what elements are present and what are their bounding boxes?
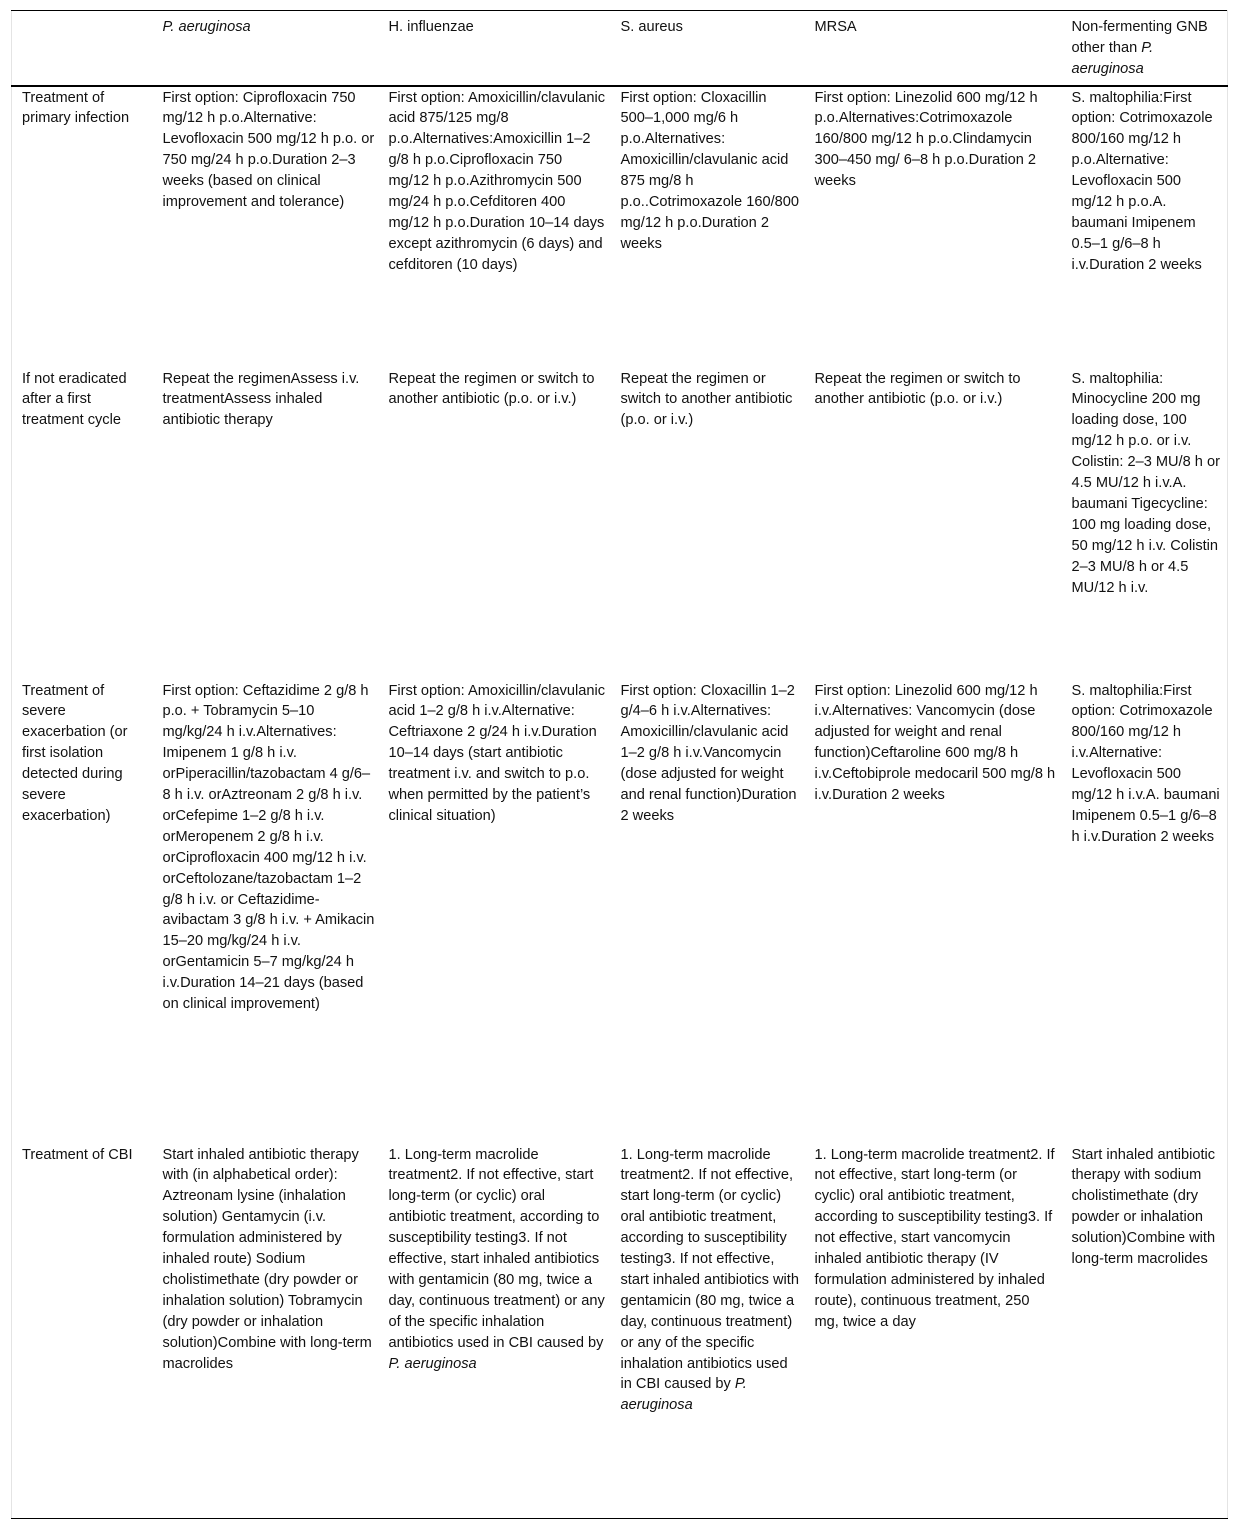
header-row-label [12, 11, 153, 86]
cell-s-aureus: First option: Cloxacillin 500–1,000 mg/6 h p.o.Alternatives: Amoxicillin/clavulanic acid 875 mg/8 h p.o..Cotrimoxazole 160/800 mg/12 h p.o.Duration 2 weeks [620, 89, 799, 252]
header-p-aeruginosa: P. aeruginosa [153, 11, 379, 86]
cell-s-aureus: First option: Cloxacillin 1–2 g/4–6 h i.v.Alternatives: Amoxicillin/clavulanic acid 1–2 g/8 h i.v.Vancomycin (dose adjusted for weight and renal function)Duration 2 weeks [620, 682, 797, 824]
row-label: Treatment of CBI [22, 1146, 133, 1163]
header-s-aureus: S. aureus [611, 11, 805, 86]
row-label: If not eradicated after a first treatment cycle [22, 370, 127, 429]
cell-p-aeruginosa: Start inhaled antibiotic therapy with (in alphabetical order): Aztreonam lysine (inhalation solution) Gentamycin (i.v. formulation administered by inhaled route) Sodium cholistimethate (dry powder or inhalation solution) Tobramycin (dry powder or inhalation solution)Combine with long-term macrolides [162, 1146, 372, 1372]
header-row [12, 11, 1228, 86]
cell-h-influenzae-italic: P. aeruginosa [388, 1355, 477, 1372]
table-row [12, 86, 1228, 368]
header-mrsa: MRSA [805, 11, 1062, 86]
header-gnb-italic: P. aeruginosa [1071, 39, 1154, 77]
cell-s-aureus-italic: P. aeruginosa [620, 1376, 747, 1414]
table-body [12, 86, 1228, 1519]
cell-non-fermenting-gnb: S. maltophilia:First option: Cotrimoxazole 800/160 mg/12 h p.o.Alternative: Levofloxacin 500 mg/12 h p.o.A. baumani Imipenem 0.5–1 g/6–8 h i.v.Duration 2 weeks [1071, 89, 1213, 273]
cell-h-influenzae: First option: Amoxicillin/clavulanic acid 1–2 g/8 h i.v.Alternative: Ceftriaxone 2 g/24 h i.v.Duration 10–14 days (start antibiotic treatment i.v. and switch to p.o. when permitted by the patient’s clinical situation) [388, 682, 606, 824]
cell-mrsa: First option: Linezolid 600 mg/12 h p.o.Alternatives:Cotrimoxazole 160/800 mg/12 h p.o.Clindamycin 300–450 mg/ 6–8 h p.o.Duration 2 weeks [814, 89, 1038, 190]
header-h-influenzae: H. influenzae [379, 11, 611, 86]
cell-h-influenzae: First option: Amoxicillin/clavulanic acid 875/125 mg/8 p.o.Alternatives:Amoxicillin 1–2 g/8 h p.o.Ciprofloxacin 750 mg/12 h p.o.Azithromycin 500 mg/24 h p.o.Cefditoren 400 mg/12 h p.o.Duration 10–14 days except azithromycin (6 days) and cefditoren (10 days) [388, 89, 606, 273]
cell-non-fermenting-gnb: Start inhaled antibiotic therapy with sodium cholistimethate (dry powder or inhalation solution)Combine with long-term macrolides [1071, 1146, 1216, 1268]
cell-mrsa: 1. Long-term macrolide treatment2. If not effective, start long-term (or cyclic) oral antibiotic treatment, according to susceptibility testing3. If not effective, start vancomycin inhaled antibiotic therapy (IV formulation administered by inhaled route), continuous treatment, 250 mg, twice a day [814, 1146, 1055, 1330]
table-row [12, 1144, 1228, 1519]
row-label: Treatment of primary infection [22, 89, 130, 127]
table-row [12, 368, 1228, 680]
cell-mrsa: First option: Linezolid 600 mg/12 h i.v.Alternatives: Vancomycin (dose adjusted for weight and renal function)Ceftaroline 600 mg/8 h i.v.Ceftobiprole medocaril 500 mg/8 h i.v.Duration 2 weeks [814, 682, 1056, 804]
cell-p-aeruginosa: First option: Ceftazidime 2 g/8 h p.o. + Tobramycin 5–10 mg/kg/24 h i.v.Alternatives: Imipenem 1 g/8 h i.v. orPiperacillin/tazobactam 4 g/6–8 h i.v. orAztreonam 2 g/8 h i.v. orCefepime 1–2 g/8 h i.v. orMeropenem 2 g/8 h i.v. orCiprofloxacin 400 mg/12 h i.v. orCeftolozane/tazobactam 1–2 g/8 h i.v. or Ceftazidime-avibactam 3 g/8 h i.v. + Amikacin 15–20 mg/kg/24 h i.v. orGentamicin 5–7 mg/kg/24 h i.v.Duration 14–21 days (based on clinical improvement) [162, 682, 375, 1013]
cell-p-aeruginosa: First option: Ciprofloxacin 750 mg/12 h p.o.Alternative: Levofloxacin 500 mg/12 h p.o. or 750 mg/24 h p.o.Duration 2–3 weeks (based on clinical improvement and tolerance) [162, 89, 375, 211]
cell-h-influenzae [379, 1144, 611, 1519]
cell-non-fermenting-gnb: S. maltophilia: Minocycline 200 mg loading dose, 100 mg/12 h p.o. or i.v. Colistin: 2–3 MU/8 h or 4.5 MU/12 h i.v.A. baumani Tigecycline: 100 mg loading dose, 50 mg/12 h i.v. Colistin 2–3 MU/8 h or 4.5 MU/12 h i.v. [1071, 370, 1220, 596]
cell-s-aureus: Repeat the regimen or switch to another antibiotic (p.o. or i.v.) [620, 370, 793, 429]
cell-h-influenzae: Repeat the regimen or switch to another antibiotic (p.o. or i.v.) [388, 370, 595, 408]
treatment-table [11, 10, 1228, 1519]
header-gnb-text: Non-fermenting GNB other than [1071, 19, 1208, 56]
cell-non-fermenting-gnb: S. maltophilia:First option: Cotrimoxazole 800/160 mg/12 h i.v.Alternative: Levofloxacin 500 mg/12 h i.v.A. baumani Imipenem 0.5–1 g/6–8 h i.v.Duration 2 weeks [1071, 682, 1220, 845]
cell-p-aeruginosa: Repeat the regimenAssess i.v. treatmentAssess inhaled antibiotic therapy [162, 370, 360, 429]
header-non-fermenting-gnb [1062, 11, 1228, 86]
cell-h-influenzae-text: 1. Long-term macrolide treatment2. If not effective, start long-term (or cyclic) oral antibiotic treatment, according to susceptibility testing3. If not effective, start inhaled antibiotics with gentamicin (80 mg, twice a day, continuous treatment) or any of the specific inhalation antibiotics used in CBI caused by [388, 1146, 605, 1351]
table-header [12, 11, 1228, 86]
cell-mrsa: Repeat the regimen or switch to another antibiotic (p.o. or i.v.) [814, 370, 1021, 408]
table-row [12, 680, 1228, 1144]
row-label: Treatment of severe exacerbation (or first isolation detected during severe exacerbation) [22, 682, 128, 824]
cell-s-aureus-text: 1. Long-term macrolide treatment2. If not effective, start long-term (or cyclic) oral antibiotic treatment, according to susceptibility testing3. If not effective, start inhaled antibiotics with gentamicin (80 mg, twice a day, continuous treatment) or any of the specific inhalation antibiotics used in CBI caused by [620, 1146, 799, 1393]
cell-s-aureus [611, 1144, 805, 1519]
